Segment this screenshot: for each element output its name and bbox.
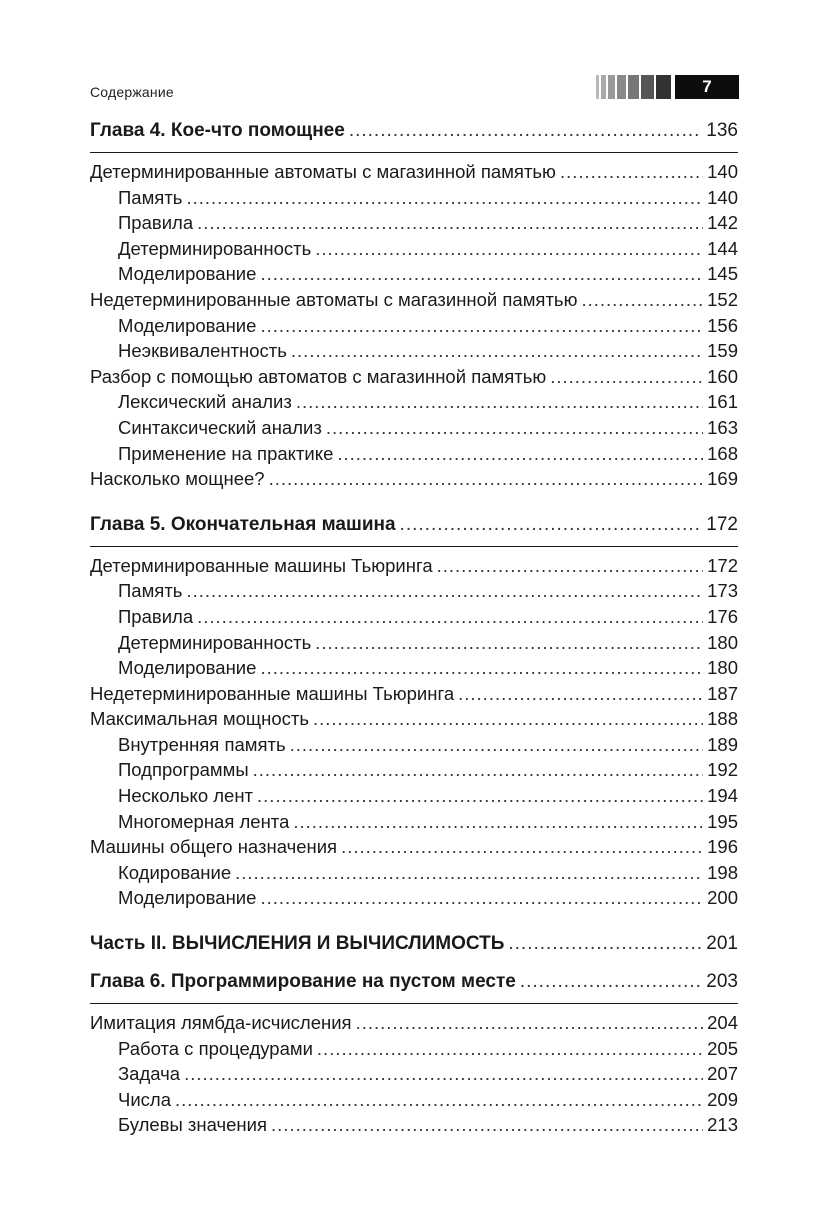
page-ref: 188	[707, 708, 738, 730]
chapter-title: Глава 4. Кое-что помощнее	[90, 120, 345, 141]
page-ref: 213	[707, 1114, 738, 1136]
page-ref: 176	[707, 605, 738, 627]
toc-subentry[interactable]	[90, 263, 738, 289]
dot-leader	[186, 187, 703, 209]
entry-title: Булевы значения	[118, 1114, 268, 1136]
toc-subentry[interactable]	[90, 212, 738, 238]
toc-subentry[interactable]	[90, 811, 738, 837]
dot-leader	[560, 161, 703, 183]
entry-title: Правила	[118, 212, 194, 234]
dot-leader	[257, 785, 703, 807]
part-heading[interactable]	[90, 933, 738, 959]
dot-leader	[253, 759, 703, 781]
toc-subentry[interactable]	[90, 417, 738, 443]
chapter-rule	[90, 1003, 738, 1004]
tab-stripe	[601, 75, 606, 99]
toc-entry[interactable]	[90, 555, 738, 581]
page-ref: 168	[707, 442, 738, 464]
page-ref: 200	[707, 887, 738, 909]
toc-subentry[interactable]	[90, 187, 738, 213]
running-title: Содержание	[90, 84, 174, 100]
dot-leader	[197, 212, 703, 234]
chapter-heading[interactable]	[90, 971, 738, 997]
entry-title: Машины общего назначения	[90, 836, 338, 858]
page-ref: 142	[707, 212, 738, 234]
page-ref: 205	[707, 1037, 738, 1059]
entry-title: Насколько мощнее?	[90, 468, 265, 490]
toc-subentry[interactable]	[90, 391, 738, 417]
entry-title: Моделирование	[118, 887, 257, 909]
chapter-rule	[90, 546, 738, 547]
toc-entry[interactable]	[90, 683, 738, 709]
dot-leader	[291, 340, 703, 362]
toc-entry[interactable]	[90, 708, 738, 734]
toc-subentry[interactable]	[90, 1063, 738, 1089]
toc-entry[interactable]	[90, 161, 738, 187]
entry-title: Задача	[118, 1063, 181, 1085]
toc-subentry[interactable]	[90, 315, 738, 341]
dot-leader	[341, 836, 703, 858]
dot-leader	[326, 417, 703, 439]
dot-leader	[520, 971, 702, 993]
toc-subentry[interactable]	[90, 734, 738, 760]
dot-leader	[296, 391, 703, 413]
dot-leader	[581, 289, 703, 311]
toc-subentry[interactable]	[90, 862, 738, 888]
page-ref: 209	[707, 1088, 738, 1110]
toc-subentry[interactable]	[90, 606, 738, 632]
page-ref: 169	[707, 468, 738, 490]
entry-title: Работа с процедурами	[118, 1037, 313, 1059]
page-ref: 207	[707, 1063, 738, 1085]
entry-title: Недетерминированные машины Тьюринга	[90, 682, 455, 704]
tab-stripe	[617, 75, 626, 99]
page-ref: 194	[707, 785, 738, 807]
toc-subentry[interactable]	[90, 1089, 738, 1115]
chapter-rule	[90, 152, 738, 153]
toc-subentry[interactable]	[90, 785, 738, 811]
table-of-contents	[90, 120, 738, 1140]
dot-leader	[260, 315, 703, 337]
entry-title: Кодирование	[118, 861, 232, 883]
page-ref: 163	[707, 416, 738, 438]
dot-leader	[260, 657, 703, 679]
entry-title: Моделирование	[118, 314, 257, 336]
chapter-heading[interactable]	[90, 120, 738, 146]
entry-title: Детерминированные машины Тьюринга	[90, 554, 433, 576]
chapter-heading[interactable]	[90, 514, 738, 540]
dot-leader	[269, 468, 704, 490]
tab-stripe	[656, 75, 671, 99]
page-ref: 161	[707, 391, 738, 413]
toc-entry[interactable]	[90, 836, 738, 862]
dot-leader	[235, 862, 703, 884]
toc-entry[interactable]	[90, 468, 738, 494]
dot-leader	[313, 708, 703, 730]
dot-leader	[260, 263, 703, 285]
entry-title: Внутренняя память	[118, 733, 286, 755]
toc-subentry[interactable]	[90, 340, 738, 366]
toc-subentry[interactable]	[90, 238, 738, 264]
page-ref: 156	[707, 314, 738, 336]
page-ref: 180	[707, 657, 738, 679]
toc-subentry[interactable]	[90, 759, 738, 785]
toc-subentry[interactable]	[90, 657, 738, 683]
entry-title: Имитация лямбда-исчисления	[90, 1012, 352, 1034]
part-title: Часть II. ВЫЧИСЛЕНИЯ И ВЫЧИСЛИМОСТЬ	[90, 933, 505, 955]
dot-leader	[184, 1063, 703, 1085]
dot-leader	[400, 514, 703, 536]
entry-title: Детерминированность	[118, 631, 312, 653]
page-ref: 195	[707, 810, 738, 832]
toc-subentry[interactable]	[90, 1038, 738, 1064]
page-ref: 136	[706, 120, 738, 141]
entry-title: Моделирование	[118, 657, 257, 679]
toc-subentry[interactable]	[90, 632, 738, 658]
entry-title: Лексический анализ	[118, 391, 292, 413]
entry-title: Детерминированные автоматы с магазинной памятью	[90, 161, 556, 182]
page-ref: 189	[707, 733, 738, 755]
toc-entry[interactable]	[90, 366, 738, 392]
page-ref: 201	[706, 933, 738, 955]
page-ref: 160	[707, 365, 738, 387]
dot-leader	[197, 606, 703, 628]
tab-stripe	[641, 75, 654, 99]
entry-title: Синтаксический анализ	[118, 416, 322, 438]
page-ref: 198	[707, 861, 738, 883]
dot-leader	[458, 683, 703, 705]
dot-leader	[315, 632, 703, 654]
chapter-title: Глава 6. Программирование на пустом месте	[90, 971, 516, 993]
dot-leader	[437, 555, 704, 577]
page-ref: 172	[706, 513, 738, 535]
toc-entry[interactable]	[90, 289, 738, 315]
page-ref: 192	[707, 759, 738, 781]
entry-title: Память	[118, 186, 183, 208]
page-ref: 196	[707, 836, 738, 858]
toc-subentry[interactable]	[90, 887, 738, 913]
page-ref: 145	[707, 263, 738, 285]
entry-title: Несколько лент	[118, 785, 254, 807]
dot-leader	[356, 1012, 704, 1034]
entry-title: Неэквивалентность	[118, 340, 287, 362]
page-ref: 203	[706, 971, 738, 993]
dot-leader	[349, 120, 702, 142]
dot-leader	[271, 1114, 703, 1136]
dot-leader	[290, 734, 704, 756]
dot-leader	[260, 887, 703, 909]
page-ref: 140	[707, 161, 738, 182]
entry-title: Недетерминированные автоматы с магазинной памятью	[90, 288, 578, 310]
page-ref: 187	[707, 682, 738, 704]
tab-stripe	[608, 75, 615, 99]
page-ref: 144	[707, 237, 738, 259]
dot-leader	[293, 811, 703, 833]
entry-title: Разбор с помощью автоматов с магазинной памятью	[90, 365, 547, 387]
page-ref: 172	[707, 554, 738, 576]
page-ref: 180	[707, 631, 738, 653]
entry-title: Многомерная лента	[118, 810, 290, 832]
entry-title: Применение на практике	[118, 442, 334, 464]
page-number: 7	[675, 75, 739, 99]
page-ref: 204	[707, 1012, 738, 1034]
page-ref: 173	[707, 580, 738, 602]
tab-stripe	[596, 75, 599, 99]
page-ref: 159	[707, 340, 738, 362]
dot-leader	[315, 238, 703, 260]
entry-title: Числа	[118, 1088, 171, 1110]
entry-title: Детерминированность	[118, 237, 312, 259]
toc-subentry[interactable]	[90, 580, 738, 606]
dot-leader	[508, 933, 702, 955]
chapter-title: Глава 5. Окончательная машина	[90, 513, 396, 535]
dot-leader	[337, 443, 703, 465]
entry-title: Максимальная мощность	[90, 708, 309, 730]
dot-leader	[175, 1089, 703, 1111]
tab-stripe	[628, 75, 639, 99]
toc-entry[interactable]	[90, 1012, 738, 1038]
page-ref: 140	[707, 186, 738, 208]
toc-subentry[interactable]	[90, 443, 738, 469]
page-ref: 152	[707, 288, 738, 310]
dot-leader	[550, 366, 703, 388]
toc-subentry[interactable]	[90, 1114, 738, 1140]
entry-title: Моделирование	[118, 263, 257, 285]
dot-leader	[317, 1038, 703, 1060]
entry-title: Память	[118, 580, 183, 602]
entry-title: Правила	[118, 605, 194, 627]
entry-title: Подпрограммы	[118, 759, 249, 781]
dot-leader	[186, 580, 703, 602]
page-number-tab	[596, 75, 739, 99]
